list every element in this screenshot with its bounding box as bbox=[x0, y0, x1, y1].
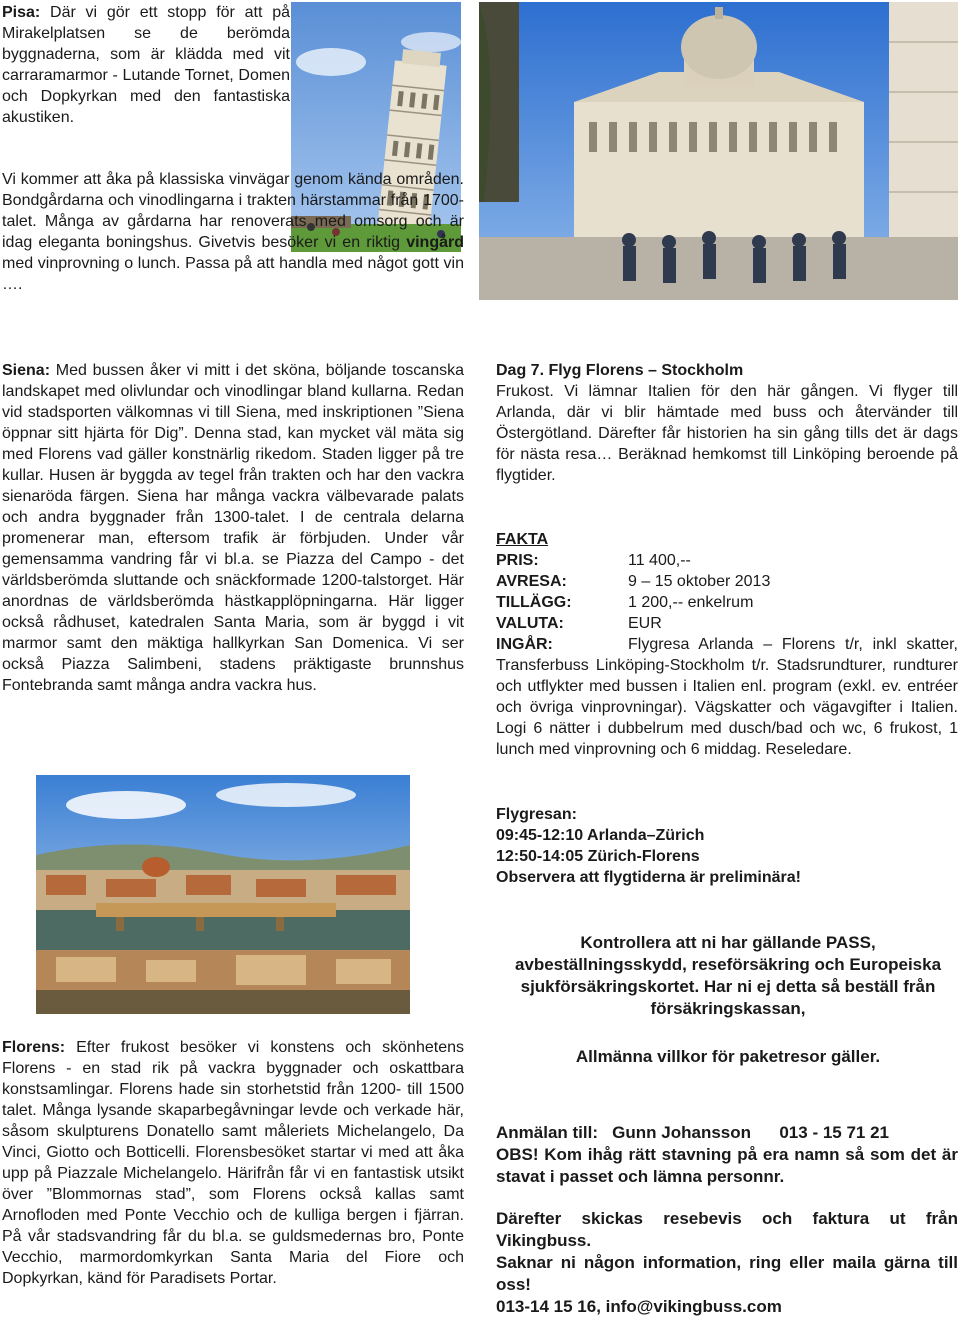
florence-panorama-photo bbox=[36, 775, 410, 1014]
pisa-section bbox=[2, 2, 290, 128]
fakta-row: TILLÄGG: 1 200,-- enkelrum bbox=[496, 594, 754, 611]
anmalan-line: Anmälan till: Gunn Johansson 013 - 15 71 21 bbox=[496, 1123, 890, 1142]
darefter-text: Därefter skickas resebevis och faktura ut från Vikingbuss. bbox=[496, 1209, 958, 1250]
florens-text: Efter frukost besöker vi konstens och skönhetens Florens - en stad rik på vackra byggnader och oskattbara konstsamlingar. Florens hade sin storhetstid från 1200- till 1500 talet. Många lysande skaparbegåvningar levde och verkade här, såsom skulpturens Donatello samt måleriets Michelangelo, Da Vinci, Giotto och Botticelli. Florensbesöket startar vi med att åka upp på Piazzale Michelangelo. Härifrån får vi en fantastisk utsikt över ”Blommornas stad”, som Florens också kallas samt Arnofloden med Ponte Vecchio och de kulliga bergen i fjärran. På vår stadsvandring får du bl.a. se guldsmedernas bro, Ponte Vecchio, marmordomkyrkan Santa Maria del Fiore och Dopkyrkan, känd för Paradisets Portar. bbox=[2, 1039, 464, 1287]
siena-section bbox=[2, 360, 464, 696]
florens-section bbox=[2, 1037, 464, 1289]
pisa-para2-b: med vinprovning o lunch. Passa på att handla med något gott vin …. bbox=[2, 255, 464, 293]
pisa-para2-a: Vi kommer att åka på klassiska vinvägar genom kända områden. Bondgårdarna och vinodlingarna i trakten härstammar från 1700-talet. Många av gårdarna har renoverats med omsorg och är idag eleganta boningshus. Givetvis besöker vi en riktig bbox=[2, 171, 464, 251]
dag7-heading: Dag 7. Flyg Florens – Stockholm bbox=[496, 362, 744, 379]
fakta-section bbox=[496, 529, 958, 760]
vingard-bold: vingård bbox=[406, 234, 464, 251]
dag7-text: Frukost. Vi lämnar Italien för den här gången. Vi flyger till Arlanda, där vi blir hämtade med buss och återvänder till Östergötland. Därefter får historien ha sin gång tills det är dags för nästa resa… Beräknad hemkomst till Linköping beroende på flygtider. bbox=[496, 383, 958, 484]
florens-heading: Florens: bbox=[2, 1039, 66, 1056]
pisa-intro: Där vi gör ett stopp för att på Mirakelplatsen se de berömda byggnaderna, som är klädda med vit carraramarmor - Lutande Tornet, Domen och Dopkyrkan med den fantastiska akustiken. bbox=[2, 4, 290, 126]
pisa-cathedral-photo bbox=[479, 2, 958, 300]
siena-heading: Siena: bbox=[2, 362, 51, 379]
notice-text: Kontrollera att ni har gällande PASS, avbeställningsskydd, reseförsäkring och Europeiska sjukförsäkringskortet. Har ni ej detta så beställ från försäkringskassan, bbox=[514, 933, 942, 1018]
contact-section bbox=[496, 1122, 958, 1318]
fakta-row: AVRESA: 9 – 15 oktober 2013 bbox=[496, 573, 771, 590]
siena-text: Med bussen åker vi mitt i det sköna, böljande toscanska landskapet med olivlundar och vinodlingar bland kullarna. Redan vid stadsporten välkomnas vi till Siena, med inskriptionen ”Siena öppnar sitt hjärta för Dig”. Denna stad, kan mycket väl mäta sig med Florens vad gäller konstnärlig rikedom. Staden ligger på tre kullar. Husen är byggda av tegel från trakten och har den vackra sienaröda färgen. Siena har många vackra välbevarade palats och andra byggnader från 1300-talet. I de centrala delarna promenerar man, eftersom trafik är förbjuden. Under vår gemensamma vandring får vi bl.a. se Piazza del Campo - det världsberömda sluttande och snäckformade 1200-talstorget. Här anordnas de världsberömda hästkapplöpningarna. Här ligger också rådhuset, katedralen Santa Maria, som är byggd i vit marmor samt den mäktiga hallkyrkan San Domenica. Vi ser också Piazza Salimbeni, stadens präktigaste brunnshus Fontebranda samt många andra vackra hus. bbox=[2, 362, 464, 694]
notice-section bbox=[505, 932, 951, 1068]
flyg-line2: 12:50-14:05 Zürich-Florens bbox=[496, 848, 700, 865]
footer-contact: 013-14 15 16, info@vikingbuss.com bbox=[496, 1297, 782, 1316]
flyg-heading: Flygresan: bbox=[496, 806, 577, 823]
ingar-text: Flygresa Arlanda – Florens t/r, inkl skatter, Transferbuss Linköping-Stockholm t/r. Stadsrundturer, rundturer och utflykter med bussen i Italien enl. program (exkl. ev. entréer och övriga vinprovningar). Vägskatter och vägavgifter i Italien. Logi 6 nätter i dubbelrum med dusch/bad och wc, 6 frukost, 1 lunch med vinprovning och 6 middag. Reseledare. bbox=[496, 636, 958, 758]
ingar-label: INGÅR: bbox=[496, 636, 553, 653]
fakta-row: PRIS: 11 400,-- bbox=[496, 552, 691, 569]
ingar-paragraph bbox=[496, 634, 958, 760]
obs-text: OBS! Kom ihåg rätt stavning på era namn så som det är stavat i passet och lämna personnr. bbox=[496, 1145, 958, 1186]
fakta-row: VALUTA: EUR bbox=[496, 615, 662, 632]
flyg-section bbox=[496, 804, 958, 888]
villkor-text: Allmänna villkor för paketresor gäller. bbox=[575, 1047, 881, 1066]
fakta-heading: FAKTA bbox=[496, 531, 549, 548]
flyg-line3: Observera att flygtiderna är preliminära! bbox=[496, 869, 801, 886]
dag7-section bbox=[496, 360, 958, 486]
saknar-text: Saknar ni någon information, ring eller maila gärna till oss! bbox=[496, 1253, 958, 1294]
pisa-heading: Pisa: bbox=[2, 4, 41, 21]
flyg-line1: 09:45-12:10 Arlanda–Zürich bbox=[496, 827, 705, 844]
pisa-wine-paragraph bbox=[2, 169, 464, 295]
